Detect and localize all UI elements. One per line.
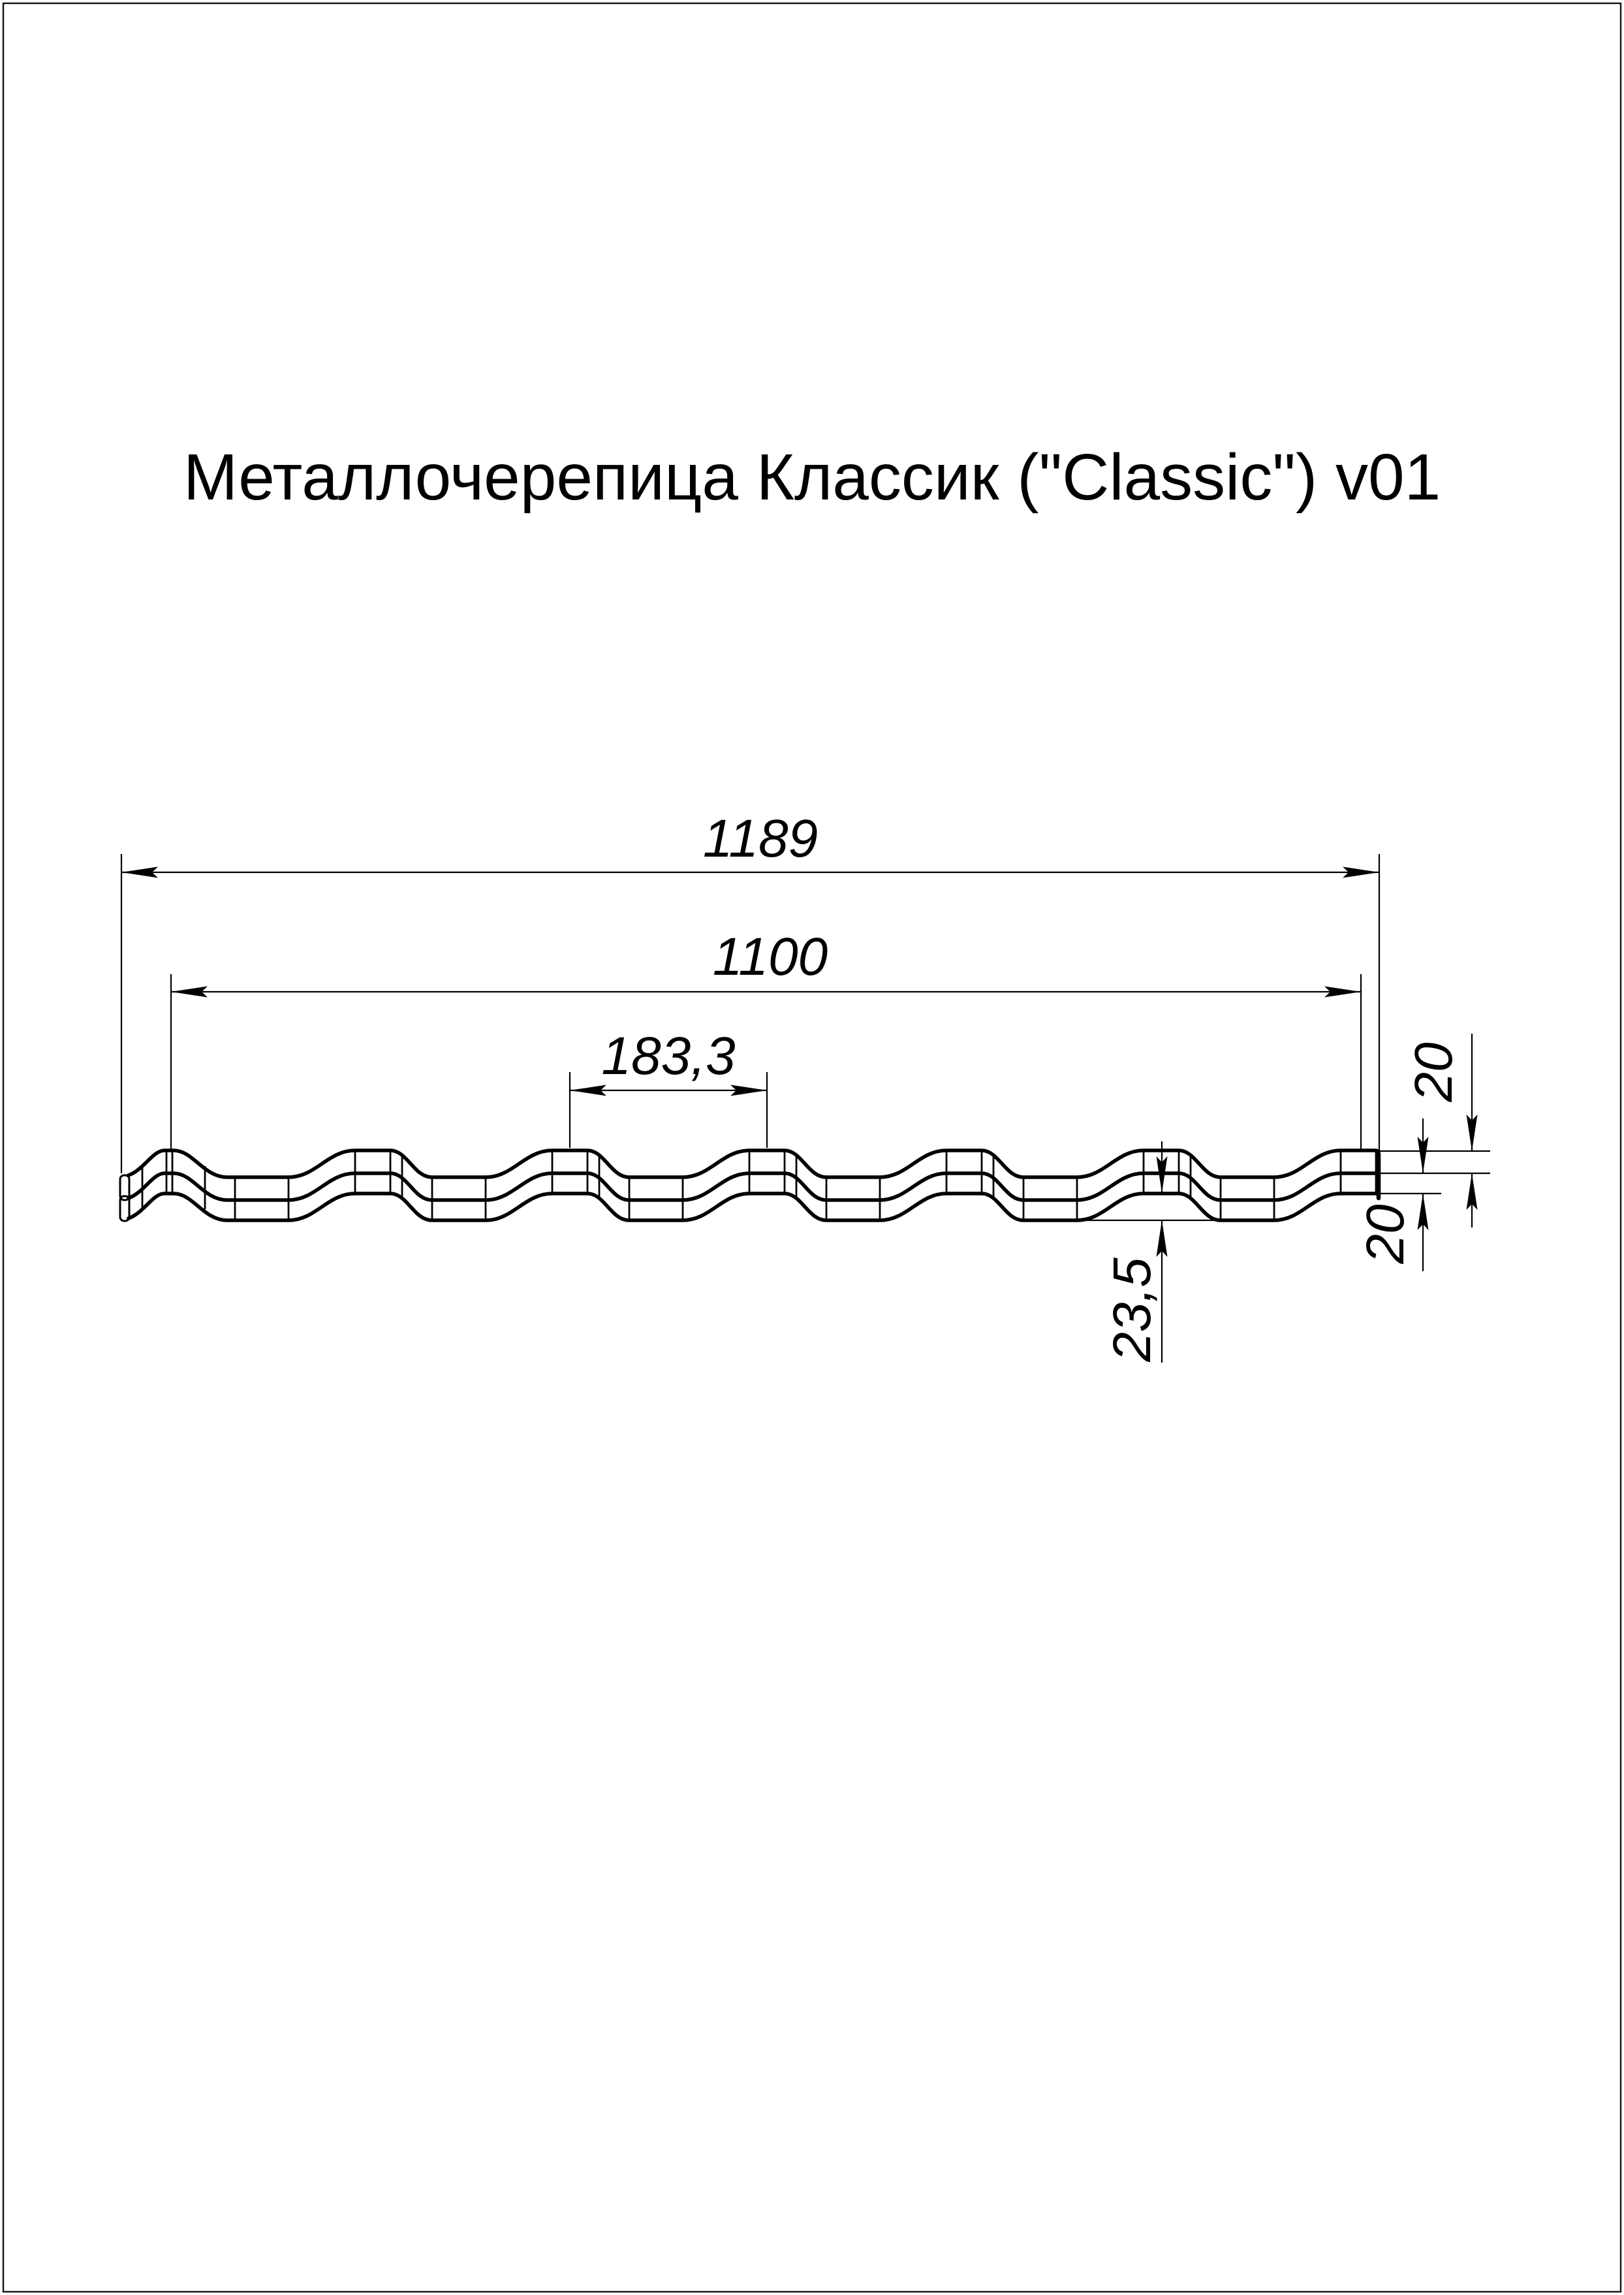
- dim-wave-pitch: [570, 1026, 767, 1148]
- sheet-border-frame: [3, 3, 1621, 2292]
- dim-step-height-label: 23,5: [1102, 1258, 1162, 1362]
- tile-profile: [120, 1150, 1379, 1221]
- drawing-title: Металлочерепица Классик ("Classic") v01: [183, 441, 1441, 514]
- dim-wave-pitch-label: 183,3: [601, 1026, 736, 1086]
- dim-overall-width-label: 1189: [702, 809, 819, 868]
- dim-top-band-label: 20: [1404, 1042, 1463, 1102]
- dim-top-band-height: [1379, 1034, 1490, 1227]
- dim-step-height: [1084, 1141, 1245, 1363]
- dim-bottom-band-label: 20: [1356, 1204, 1415, 1264]
- dim-useful-width: [171, 927, 1361, 1149]
- dim-useful-width-label: 1100: [712, 927, 828, 987]
